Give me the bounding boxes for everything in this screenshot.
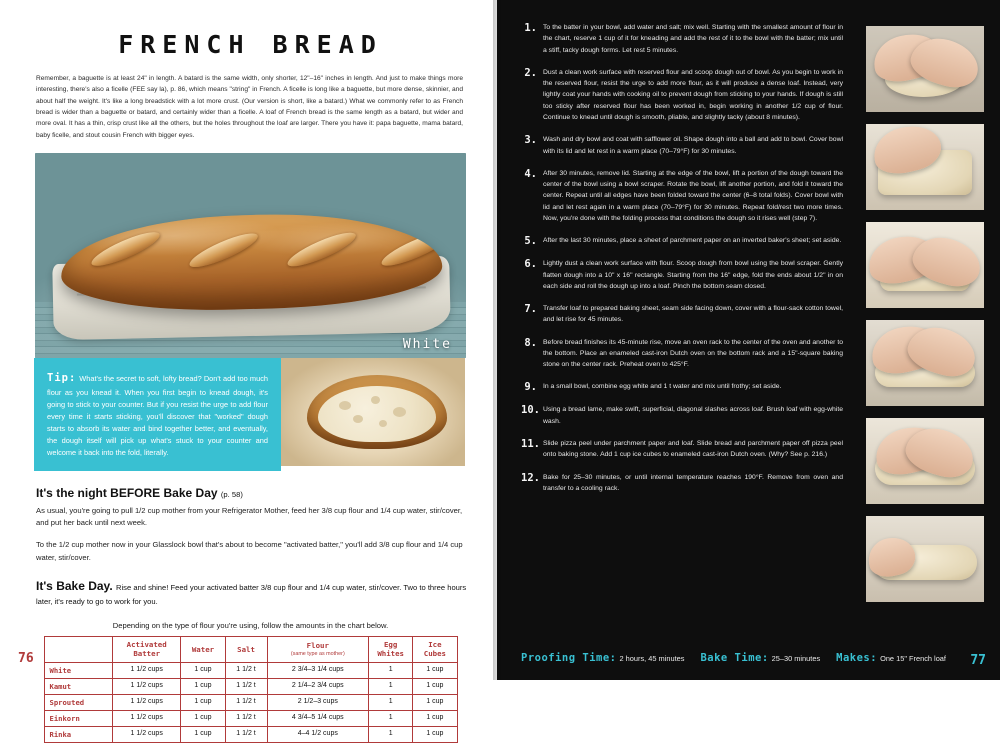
step-number: 5. [524,235,537,248]
row-name-kamut: Kamut [44,678,112,694]
page-number-left: 76 [18,651,34,666]
step-text: Wash and dry bowl and coat with safflower oil. Shape dough into a ball and add to bowl. Cover bowl with its lid and let rest in a warm place (70–79°F) for 30 minutes. [543,136,843,155]
section-heading-note: (p. 58) [220,489,243,499]
cell-ice: 1 cup [413,678,457,694]
table-header-row [44,637,457,663]
table-row [44,710,457,726]
row-name-einkorn: Einkorn [44,710,112,726]
table-row [44,662,457,678]
left-page [0,0,497,739]
cell-egg: 1 [369,694,413,710]
process-photo-shaped-loaf [866,516,984,602]
bake-time-label: Bake Time: [700,652,769,664]
step-text: Transfer loaf to prepared baking sheet, seam side facing down, cover with a flour-sack cotton towel, and let rise for 45 minutes. [543,305,843,324]
cell-batter: 1 1/2 cups [112,662,180,678]
cell-egg: 1 [369,726,413,742]
recipe-step [521,337,843,371]
recipe-step [521,472,843,495]
table-header-egg-whites: Egg Whites [369,637,413,663]
cell-flour: 4–4 1/2 cups [267,726,369,742]
cell-salt: 1 1/2 t [225,726,267,742]
makes-label: Makes: [836,652,878,664]
cell-egg: 1 [369,678,413,694]
cell-ice: 1 cup [413,694,457,710]
step-number: 6. [524,258,537,271]
cell-batter: 1 1/2 cups [112,678,180,694]
photo-caption: White [402,336,452,352]
recipe-step [521,258,843,292]
process-photo-folding [866,222,984,308]
section-heading-bake-day [36,579,467,607]
step-number: 3. [524,134,537,147]
section-body-activated-batter: To the 1/2 cup mother now in your Glasslock bowl that's about to become "activated batter," you'll add 3/8 cup flour and 1/4 cup water, stir/cover. [36,540,463,562]
table-header-water: Water [181,637,225,663]
step-text: After 30 minutes, remove lid. Starting at the edge of the bowl, lift a portion of the dough toward the center of the bowl using a bowl scraper. Rotate the bowl, lift another portion, and fold it toward the center. Repeat until all edges have been folded toward the center (6–8 total folds). Cover bowl with lid and let rest again in a warm place (70–79°F) for 30 minutes. Repeat fold/rest two more times. Now, you're done with the folding process that conditions the dough so it rises well (step 7). [543,169,843,222]
cell-flour: 2 1/2–3 cups [267,694,369,710]
recipe-step [521,67,843,123]
cell-salt: 1 1/2 t [225,710,267,726]
cell-batter: 1 1/2 cups [112,726,180,742]
cell-salt: 1 1/2 t [225,662,267,678]
row-name-rinka: Rinka [44,726,112,742]
cell-batter: 1 1/2 cups [112,694,180,710]
process-photo-column [866,26,984,614]
step-text: Lightly dust a clean work surface with flour. Scoop dough from bowl using the bowl scraper. Gently flatten dough into a 10" x 16" rectangle. Starting from the 16" edge, fold the ends about 1/2" in on each side and roll the dough up into a loaf. Pinch the bottom seam closed. [543,260,843,290]
recipe-step [521,381,843,393]
cell-egg: 1 [369,662,413,678]
tip-box [34,358,281,471]
table-header-flour-text: Flour [306,641,329,651]
recipe-step [521,404,843,427]
cell-water: 1 cup [181,694,225,710]
bread-photo [35,153,466,358]
step-text: In a small bowl, combine egg white and 1 t water and mix until frothy; set aside. [543,383,782,391]
makes-value: One 15" French loaf [880,654,946,663]
cell-egg: 1 [369,710,413,726]
section-body-bake-day: Rise and shine! Feed your activated batter 3/8 cup flour and 1/4 cup water, stir/cover. Two to three hours later, it's ready to go to work for you. [36,583,467,607]
step-number: 9. [524,381,537,394]
recipe-steps-list [521,22,843,494]
cell-water: 1 cup [181,678,225,694]
cell-ice: 1 cup [413,662,457,678]
step-number: 10. [521,404,540,417]
table-header-flour [267,637,369,663]
step-text: After the last 30 minutes, place a sheet of parchment paper on an inverted baker's sheet; set aside. [543,237,842,245]
table-header-ice-cubes: Ice Cubes [413,637,457,663]
table-header-activated-batter: Activated Batter [112,637,180,663]
section-heading-text-bake-day: It's Bake Day. [36,579,113,594]
table-header-blank [44,637,112,663]
crumb-hole [393,407,406,417]
step-text: Dust a clean work surface with reserved flour and scoop dough out of bowl. As you begin to work in the reserved flour, resist the urge to add more flour, as it will produce a dense loaf. Instead, very lightly coat your hands with cooking oil to prevent dough from sticking to your hands. If dough is still too sticky after reserved flour has been worked in, begin working in another 1/2 cup of flour. Continue to knead until dough is smooth, pliable, and slightly tacky (about 8 minutes). [543,68,843,121]
recipe-step [521,303,843,326]
section-heading-night-before [36,486,467,500]
recipe-step [521,134,843,157]
proofing-time-label: Proofing Time: [521,652,617,664]
intro-paragraph: Remember, a baguette is at least 24" in length. A batard is the same width, only shorter, 12"–16" inches in length. And just to make things more interesting, there's also a ficelle (FEE say la), p. 86, which means "string" in French. A ficelle is long like a baguette, but more dense, skinnier, and about half the weight. It's like a long breadstick with a lot more crust. (Our version is short, like a batard.) What we commonly refer to as French bread is wider than a baguette or batard, and certainly wider than a ficelle. A loaf of French bread is the same length as a batard, but wider and more oval. It has a thin, crisp crust like all the others, but the holes throughout the loaf are larger. There you have it: papa baguette, mama batard, baby ficelle, and stout cousin French with bigger eyes. [36,75,463,139]
step-number: 8. [524,336,537,349]
recipe-step [521,168,843,224]
bread-slice-photo [281,358,465,466]
right-page [497,0,1000,680]
table-row [44,726,457,742]
recipe-step [521,22,843,56]
french-loaf [60,210,443,315]
flour-amounts-table [44,636,458,743]
row-name-white: White [44,662,112,678]
cell-salt: 1 1/2 t [225,694,267,710]
step-number: 11. [521,438,540,451]
cell-flour: 2 3/4–3 1/4 cups [267,662,369,678]
process-photo-sealing [866,418,984,504]
table-header-flour-note: (same type as mother) [290,650,345,657]
step-text: To the batter in your bowl, add water and salt; mix well. Starting with the smallest amount of flour in the chart, reserve 1 cup of it for kneading and add the rest of it to the bowl with the batter; mix until a stiff, tacky dough forms. Let rest 5 minutes. [543,24,843,54]
cell-flour: 4 3/4–5 1/4 cups [267,710,369,726]
step-number: 2. [524,66,537,79]
cell-salt: 1 1/2 t [225,678,267,694]
cell-batter: 1 1/2 cups [112,710,180,726]
cell-water: 1 cup [181,662,225,678]
proofing-time [521,652,684,664]
page-title: FRENCH BREAD [118,30,383,59]
recipe-step [521,235,843,247]
table-row [44,678,457,694]
process-photo-flattening [866,124,984,210]
process-photo-rolling [866,320,984,406]
chart-intro: Depending on the type of flour you're using, follow the amounts in the chart below. [112,621,389,631]
cell-ice: 1 cup [413,710,457,726]
crumb-hole [371,396,380,404]
bake-time-value: 25–30 minutes [771,654,821,663]
makes [836,652,946,664]
recipe-step [521,438,843,461]
crumb-hole [339,401,351,410]
step-text: Slide pizza peel under parchment paper and loaf. Slide bread and parchment paper off pizza peel onto baking stone. Add 1 cup ice cubes to enameled cast-iron Dutch oven. (Why? See p. 216.) [543,440,843,459]
page-number-right: 77 [970,653,986,668]
tip-and-slice-row [34,358,467,471]
cell-ice: 1 cup [413,726,457,742]
slice-crumb [318,386,436,442]
row-name-sprouted: Sprouted [44,694,112,710]
cell-water: 1 cup [181,710,225,726]
step-text: Using a bread lame, make swift, superficial, diagonal slashes across loaf. Brush loaf with egg-white wash. [543,406,843,425]
proofing-time-value: 2 hours, 45 minutes [619,654,685,663]
tip-text: What's the secret to soft, lofty bread? Don't add too much flour as you knead it. When you first begin to knead dough, it's going to stick to your counter. But if you resist the urge to add flour every time it starts sticking, you'll discover that "worked" dough starts to absorb its water and bind together better, and eventually, the dough itself will pick up what's stuck to your counter and welcome it back into the fold, literally. [47,373,268,457]
section-body-night-before: As usual, you're going to pull 1/2 cup mother from your Refrigerator Mother, feed her 3/8 cup flour and 1/4 cup water, stir/cover, and put her back until next week. [36,505,463,528]
step-number: 1. [524,22,537,34]
section-heading-text: It's the night BEFORE Bake Day [36,485,218,500]
bake-time [700,652,820,664]
step-text: Bake for 25–30 minutes, or until internal temperature reaches 190°F. Remove from oven and transfer to a cooling rack. [543,473,843,492]
step-number: 7. [524,303,537,316]
crumb-hole [379,420,387,427]
step-number: 12. [521,471,540,484]
crumb-hole [353,415,363,423]
cell-water: 1 cup [181,726,225,742]
table-row [44,694,457,710]
step-number: 4. [524,167,537,180]
process-photo-kneading [866,26,984,112]
cell-flour: 2 1/4–2 3/4 cups [267,678,369,694]
step-text: Before bread finishes its 45-minute rise, move an oven rack to the center of the oven and another to the bottom. Place an enameled cast-iron Dutch oven on the bottom rack and a 15"-square baking stone on the center rack. Preheat oven to 425°F. [543,338,843,369]
recipe-footer [521,652,984,664]
table-header-salt: Salt [225,637,267,663]
tip-label: Tip: [47,371,77,384]
